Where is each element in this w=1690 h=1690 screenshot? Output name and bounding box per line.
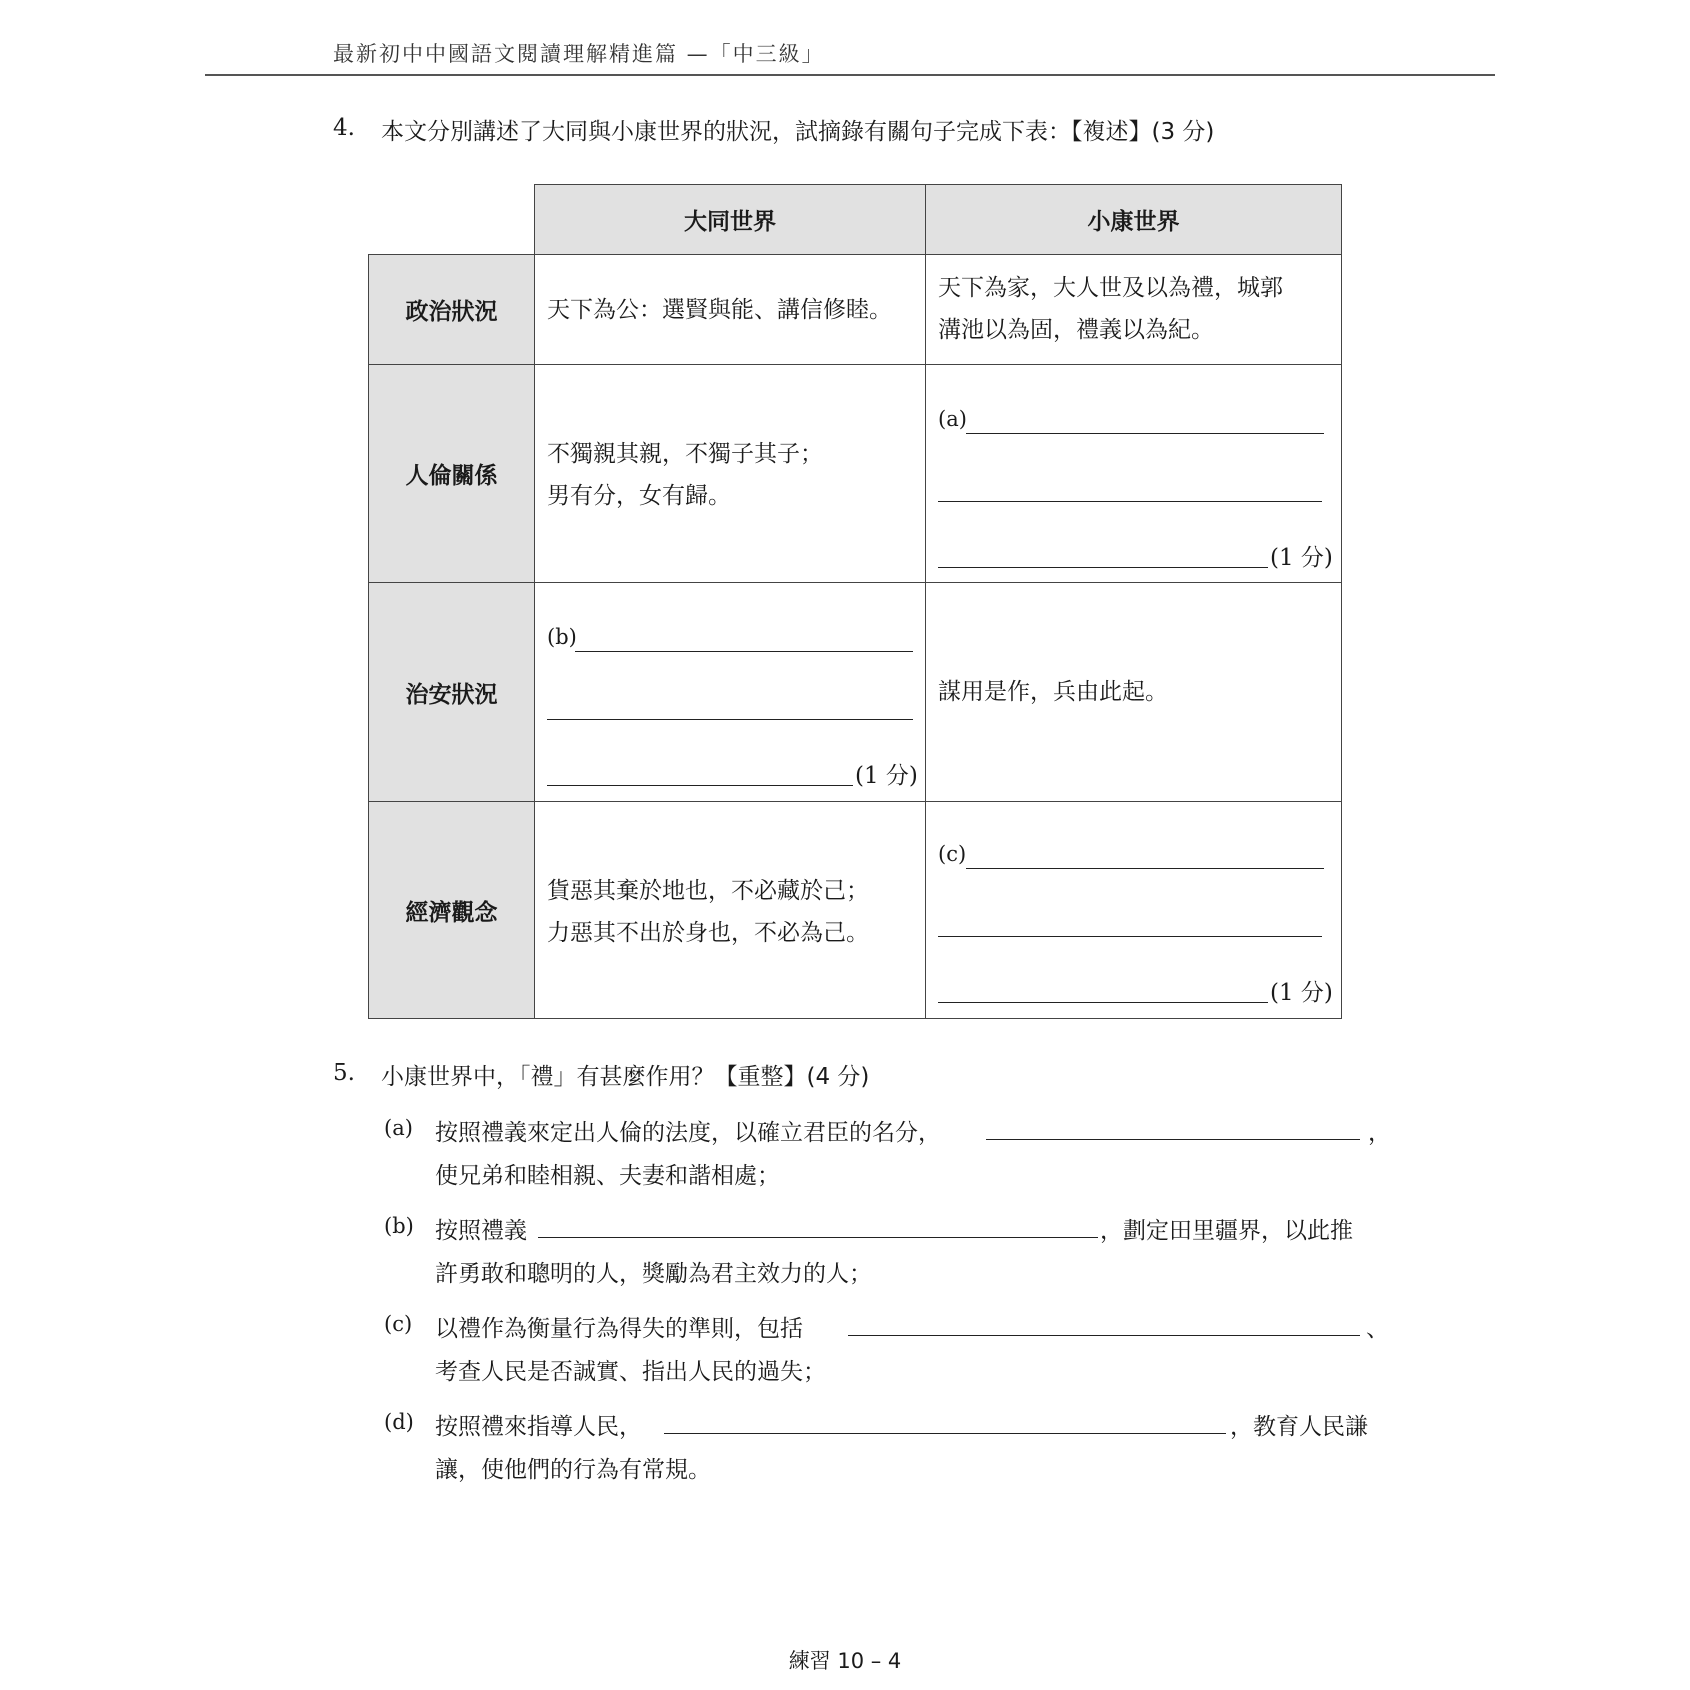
cell-text: 男有分，女有歸。	[547, 483, 731, 509]
q5-item-text: 按照禮義	[435, 1218, 527, 1244]
cell-text: 貨惡其棄於地也，不必藏於己；	[547, 878, 869, 904]
cell-relations-xiaokang	[925, 364, 1342, 583]
q5-item-text: 考查人民是否誠實、指出人民的過失；	[435, 1359, 826, 1385]
row-header-security: 治安狀況	[368, 582, 535, 802]
comparison-table	[368, 184, 1342, 1019]
header-rule	[205, 74, 1495, 76]
answer-blank-a-2[interactable]	[938, 501, 1322, 502]
answer-blank-a-3[interactable]	[938, 567, 1268, 568]
q5-item-text: 以禮作為衡量行為得失的準則，包括	[435, 1316, 803, 1342]
q5-item-text: ，教育人民謙	[1230, 1414, 1368, 1440]
q5-item-text: 許勇敢和聰明的人，獎勵為君主效力的人；	[435, 1261, 872, 1287]
q5-item-label: (d)	[384, 1410, 414, 1434]
q5-answer-blank-a[interactable]	[986, 1139, 1360, 1140]
answer-blank-b-2[interactable]	[547, 719, 913, 720]
cell-economy-xiaokang	[925, 801, 1342, 1019]
q5-item-label: (b)	[384, 1214, 414, 1238]
score-mark: (1 分)	[855, 763, 918, 789]
q5-item-text: 、	[1366, 1316, 1389, 1342]
q5-answer-blank-d[interactable]	[664, 1433, 1226, 1434]
blank-label-a: (a)	[938, 407, 967, 431]
cell-economy-datong	[534, 801, 926, 1019]
score-mark: (1 分)	[1270, 545, 1333, 571]
score-mark: (1 分)	[1270, 980, 1333, 1006]
cell-politics-xiaokang	[925, 254, 1342, 365]
running-header: 最新初中中國語文閱讀理解精進篇 —「中三級」	[333, 42, 825, 66]
q5-answer-blank-b[interactable]	[538, 1237, 1098, 1238]
q5-item-text: ，劃定田里疆界，以此推	[1100, 1218, 1353, 1244]
col-header-datong: 大同世界	[534, 184, 926, 255]
answer-blank-a-1[interactable]	[966, 433, 1324, 434]
answer-blank-c-2[interactable]	[938, 936, 1322, 937]
cell-text: 力惡其不出於身也，不必為己。	[547, 920, 869, 946]
q5-answer-blank-c[interactable]	[848, 1335, 1360, 1336]
row-header-relations: 人倫關係	[368, 364, 535, 583]
cell-text: 謀用是作，兵由此起。	[938, 679, 1168, 705]
answer-blank-b-1[interactable]	[575, 651, 913, 652]
q4-prompt: 本文分別講述了大同與小康世界的狀況，試摘錄有關句子完成下表：【複述】(3 分)	[381, 119, 1215, 145]
q5-item-text: 按照禮來指導人民，	[435, 1414, 642, 1440]
col-header-xiaokang: 小康世界	[925, 184, 1342, 255]
page-footer: 練習 10 – 4	[788, 1649, 902, 1673]
cell-relations-datong	[534, 364, 926, 583]
q5-item-text: 讓，使他們的行為有常規。	[435, 1457, 711, 1483]
q5-item-label: (a)	[384, 1116, 413, 1140]
q5-item-text: 按照禮義來定出人倫的法度，以確立君臣的名分，	[435, 1120, 941, 1146]
answer-blank-b-3[interactable]	[547, 785, 853, 786]
cell-text: 天下為公：選賢與能、講信修睦。	[547, 297, 892, 323]
answer-blank-c-3[interactable]	[938, 1002, 1268, 1003]
q5-number: 5.	[333, 1060, 355, 1086]
row-header-politics: 政治狀況	[368, 254, 535, 365]
row-header-economy: 經濟觀念	[368, 801, 535, 1019]
q5-item-label: (c)	[384, 1312, 413, 1336]
q5-prompt: 小康世界中，「禮」有甚麼作用？【重整】(4 分)	[381, 1064, 870, 1090]
q4-number: 4.	[333, 115, 355, 141]
cell-text: 天下為家，大人世及以為禮，城郭	[938, 275, 1283, 301]
cell-security-xiaokang	[925, 582, 1342, 802]
answer-blank-c-1[interactable]	[966, 868, 1324, 869]
cell-security-datong	[534, 582, 926, 802]
q5-item-text: ，	[1368, 1120, 1391, 1146]
blank-label-b: (b)	[547, 625, 577, 649]
cell-text: 溝池以為固，禮義以為紀。	[938, 317, 1214, 343]
cell-text: 不獨親其親，不獨子其子；	[547, 441, 823, 467]
q5-item-text: 使兄弟和睦相親、夫妻和諧相處；	[435, 1163, 780, 1189]
cell-politics-datong	[534, 254, 926, 365]
blank-label-c: (c)	[938, 842, 967, 866]
